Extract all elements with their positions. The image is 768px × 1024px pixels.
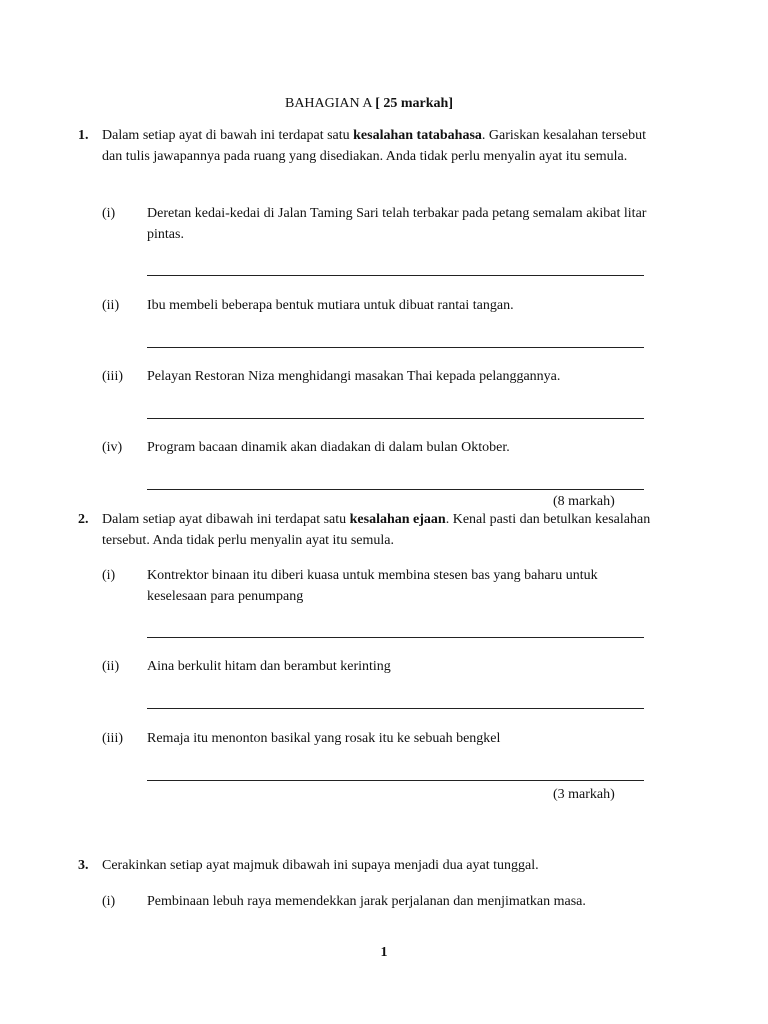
q2-item-1-label: (i) <box>102 568 116 583</box>
question-2-marks: (3 markah) <box>553 787 615 802</box>
q1-item-4-sentence: Program bacaan dinamik akan diadakan di dalam bulan Oktober. <box>147 440 510 455</box>
q1-item-2-answer-line[interactable] <box>147 347 644 348</box>
question-2-number: 2. <box>78 512 89 527</box>
section-title <box>0 93 768 114</box>
q3-item-1-label: (i) <box>102 894 116 909</box>
q1-item-2-label: (ii) <box>102 298 120 313</box>
q1-item-1-label: (i) <box>102 206 116 221</box>
q1-item-4-label: (iv) <box>102 440 123 455</box>
q1-item-3-sentence: Pelayan Restoran Niza menghidangi masakan Thai kepada pelanggannya. <box>147 369 561 384</box>
q2-item-1-sentence: Kontrektor binaan itu diberi kuasa untuk membina stesen bas yang baharu untuk keselesaan para penumpang <box>147 568 598 604</box>
question-2-text-after: . Kenal pasti dan betulkan kesalahan tersebut. Anda tidak perlu menyalin ayat itu semula. <box>102 512 651 548</box>
q1-item-1-sentence: Deretan kedai-kedai di Jalan Taming Sari telah terbakar pada petang semalam akibat litar pintas. <box>147 206 647 242</box>
question-2-instruction <box>102 509 662 551</box>
q1-item-3-label: (iii) <box>102 369 123 384</box>
q1-item-3-answer-line[interactable] <box>147 418 644 419</box>
section-title-marks: [ 25 markah] <box>375 96 453 111</box>
question-2-keyword: kesalahan ejaan <box>349 512 446 527</box>
q2-item-1-answer-line[interactable] <box>147 637 644 638</box>
q1-item-2-sentence: Ibu membeli beberapa bentuk mutiara untuk dibuat rantai tangan. <box>147 298 514 313</box>
q2-item-2-label: (ii) <box>102 659 120 674</box>
page-number: 1 <box>380 945 388 960</box>
q2-item-2-answer-line[interactable] <box>147 708 644 709</box>
question-1-number: 1. <box>78 128 89 143</box>
q2-item-3-label: (iii) <box>102 731 123 746</box>
question-1-text-before: Dalam setiap ayat di bawah ini terdapat satu <box>102 128 354 143</box>
question-1-keyword: kesalahan tatabahasa <box>353 128 482 143</box>
question-1-instruction <box>102 125 662 167</box>
q2-item-3-sentence: Remaja itu menonton basikal yang rosak itu ke sebuah bengkel <box>147 731 501 746</box>
question-2-text-before: Dalam setiap ayat dibawah ini terdapat satu <box>102 512 350 527</box>
question-1-text-after: . Gariskan kesalahan tersebut dan tulis jawapannya pada ruang yang disediakan. Anda tidak perlu menyalin ayat itu semula. <box>102 128 646 164</box>
question-1-marks: (8 markah) <box>553 494 615 509</box>
question-3-instruction: Cerakinkan setiap ayat majmuk dibawah ini supaya menjadi dua ayat tunggal. <box>102 858 539 873</box>
q3-item-1-sentence: Pembinaan lebuh raya memendekkan jarak perjalanan dan menjimatkan masa. <box>147 894 586 909</box>
section-title-text: BAHAGIAN A <box>284 96 376 111</box>
q1-item-4-answer-line[interactable] <box>147 489 644 490</box>
q1-item-1-answer-line[interactable] <box>147 275 644 276</box>
q2-item-3-answer-line[interactable] <box>147 780 644 781</box>
q2-item-2-sentence: Aina berkulit hitam dan berambut kerinting <box>147 659 391 674</box>
question-3-number: 3. <box>78 858 89 873</box>
